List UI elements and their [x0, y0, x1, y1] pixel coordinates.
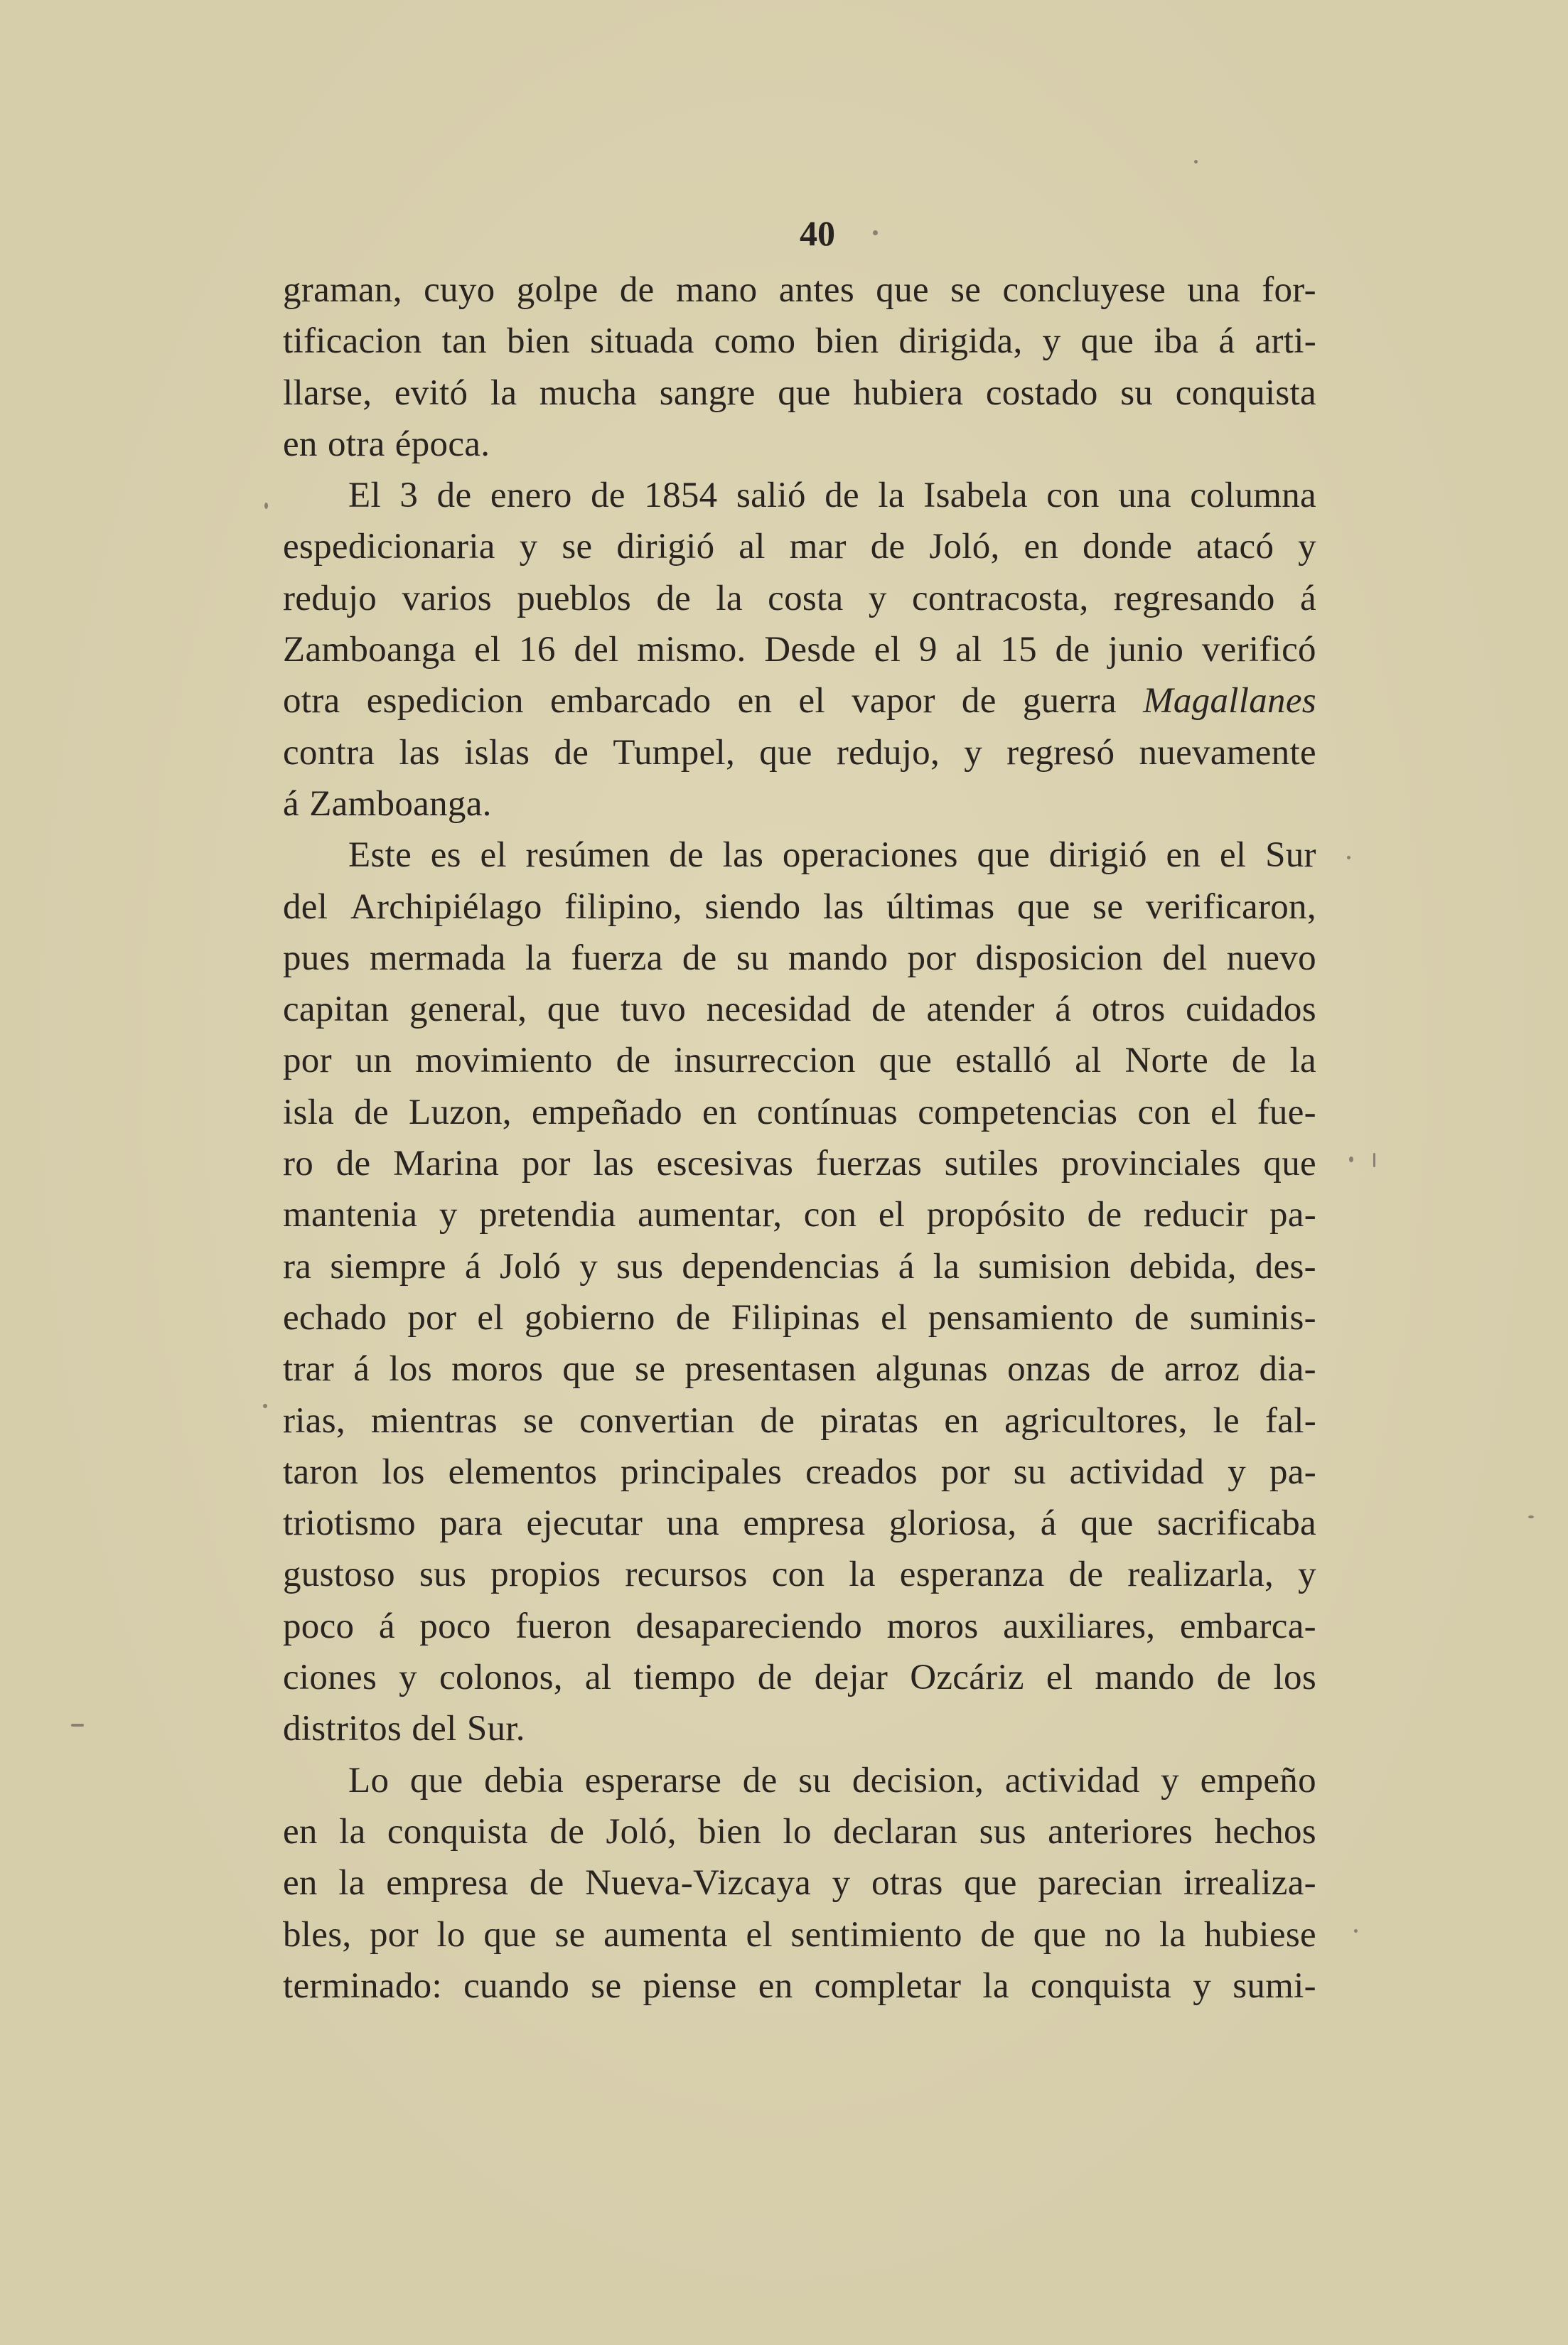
paper-speck	[1347, 856, 1350, 859]
text-line: en la empresa de Nueva-Vizcaya y otras que parecian irrealiza-	[283, 1863, 1316, 1904]
paper-speck	[1373, 1153, 1375, 1167]
text-line: ra siempre á Joló y sus dependencias á la sumision debida, des-	[283, 1246, 1316, 1287]
text-line: trar á los moros que se presentasen algunas onzas de arroz dia-	[283, 1349, 1316, 1390]
text-line: ciones y colonos, al tiempo de dejar Ozcáriz el mando de los	[283, 1658, 1316, 1698]
text-line: mantenia y pretendia aumentar, con el propósito de reducir pa-	[283, 1195, 1316, 1235]
text-line: espedicionaria y se dirigió al mar de Joló, en donde atacó y	[283, 527, 1316, 567]
text-line: taron los elementos principales creados por su actividad y pa-	[283, 1451, 1316, 1492]
text-line: redujo varios pueblos de la costa y contracosta, regresando á	[283, 578, 1316, 618]
text-line: Zamboanga el 16 del mismo. Desde el 9 al 15 de junio verificó	[283, 630, 1316, 670]
text-line: Lo que debia esperarse de su decision, actividad y empeño	[348, 1760, 1316, 1801]
text-line: poco á poco fueron desapareciendo moros auxiliares, embarca-	[283, 1606, 1316, 1646]
text-line: llarse, evitó la mucha sangre que hubiera costado su conquista	[283, 372, 1316, 413]
text-line: tificacion tan bien situada como bien dirigida, y que iba á arti-	[283, 321, 1316, 362]
paper-speck	[873, 230, 878, 235]
text-line: Este es el resúmen de las operaciones que dirigió en el Sur	[348, 835, 1316, 876]
text-line: echado por el gobierno de Filipinas el pensamiento de suminis-	[283, 1297, 1316, 1338]
text-line: rias, mientras se convertian de piratas en agricultores, le fal-	[283, 1400, 1316, 1441]
text-line: otra espedicion embarcado en el vapor de guerra Magallanes	[283, 681, 1316, 721]
page-number: 40	[800, 213, 835, 253]
text-line: triotismo para ejecutar una empresa gloriosa, á que sacrificaba	[283, 1503, 1316, 1544]
text-line: pues mermada la fuerza de su mando por disposicion del nuevo	[283, 938, 1316, 978]
text-line: del Archipiélago filipino, siendo las últimas que se verificaron,	[283, 886, 1316, 927]
paper-speck	[71, 1724, 84, 1727]
text-line: gustoso sus propios recursos con la esperanza de realizarla, y	[283, 1555, 1316, 1595]
paper-speck	[264, 503, 268, 509]
paper-speck	[1194, 160, 1198, 163]
text-line: bles, por lo que se aumenta el sentimiento de que no la hubiese	[283, 1914, 1316, 1955]
text-line: á Zamboanga.	[283, 783, 492, 824]
paper-speck	[1528, 1515, 1534, 1518]
body-text	[283, 264, 1316, 2012]
text-line: distritos del Sur.	[283, 1709, 525, 1749]
text-line: en la conquista de Joló, bien lo declaran sus anteriores hechos	[283, 1811, 1316, 1852]
paper-speck	[1349, 1157, 1353, 1162]
text-line: en otra época.	[283, 424, 490, 464]
text-line: ro de Marina por las escesivas fuerzas sutiles provinciales que	[283, 1144, 1316, 1184]
paper-speck	[263, 1404, 267, 1408]
text-line: contra las islas de Tumpel, que redujo, y regresó nuevamente	[283, 732, 1316, 773]
paper-speck	[1354, 1929, 1358, 1933]
text-line: graman, cuyo golpe de mano antes que se concluyese una for-	[283, 270, 1316, 310]
text-line: El 3 de enero de 1854 salió de la Isabela con una columna	[348, 476, 1316, 516]
text-line: isla de Luzon, empeñado en contínuas competencias con el fue-	[283, 1092, 1316, 1132]
text-line: por un movimiento de insurreccion que estalló al Norte de la	[283, 1041, 1316, 1081]
text-line: capitan general, que tuvo necesidad de atender á otros cuidados	[283, 989, 1316, 1030]
text-line: terminado: cuando se piense en completar la conquista y sumi-	[283, 1965, 1316, 2006]
